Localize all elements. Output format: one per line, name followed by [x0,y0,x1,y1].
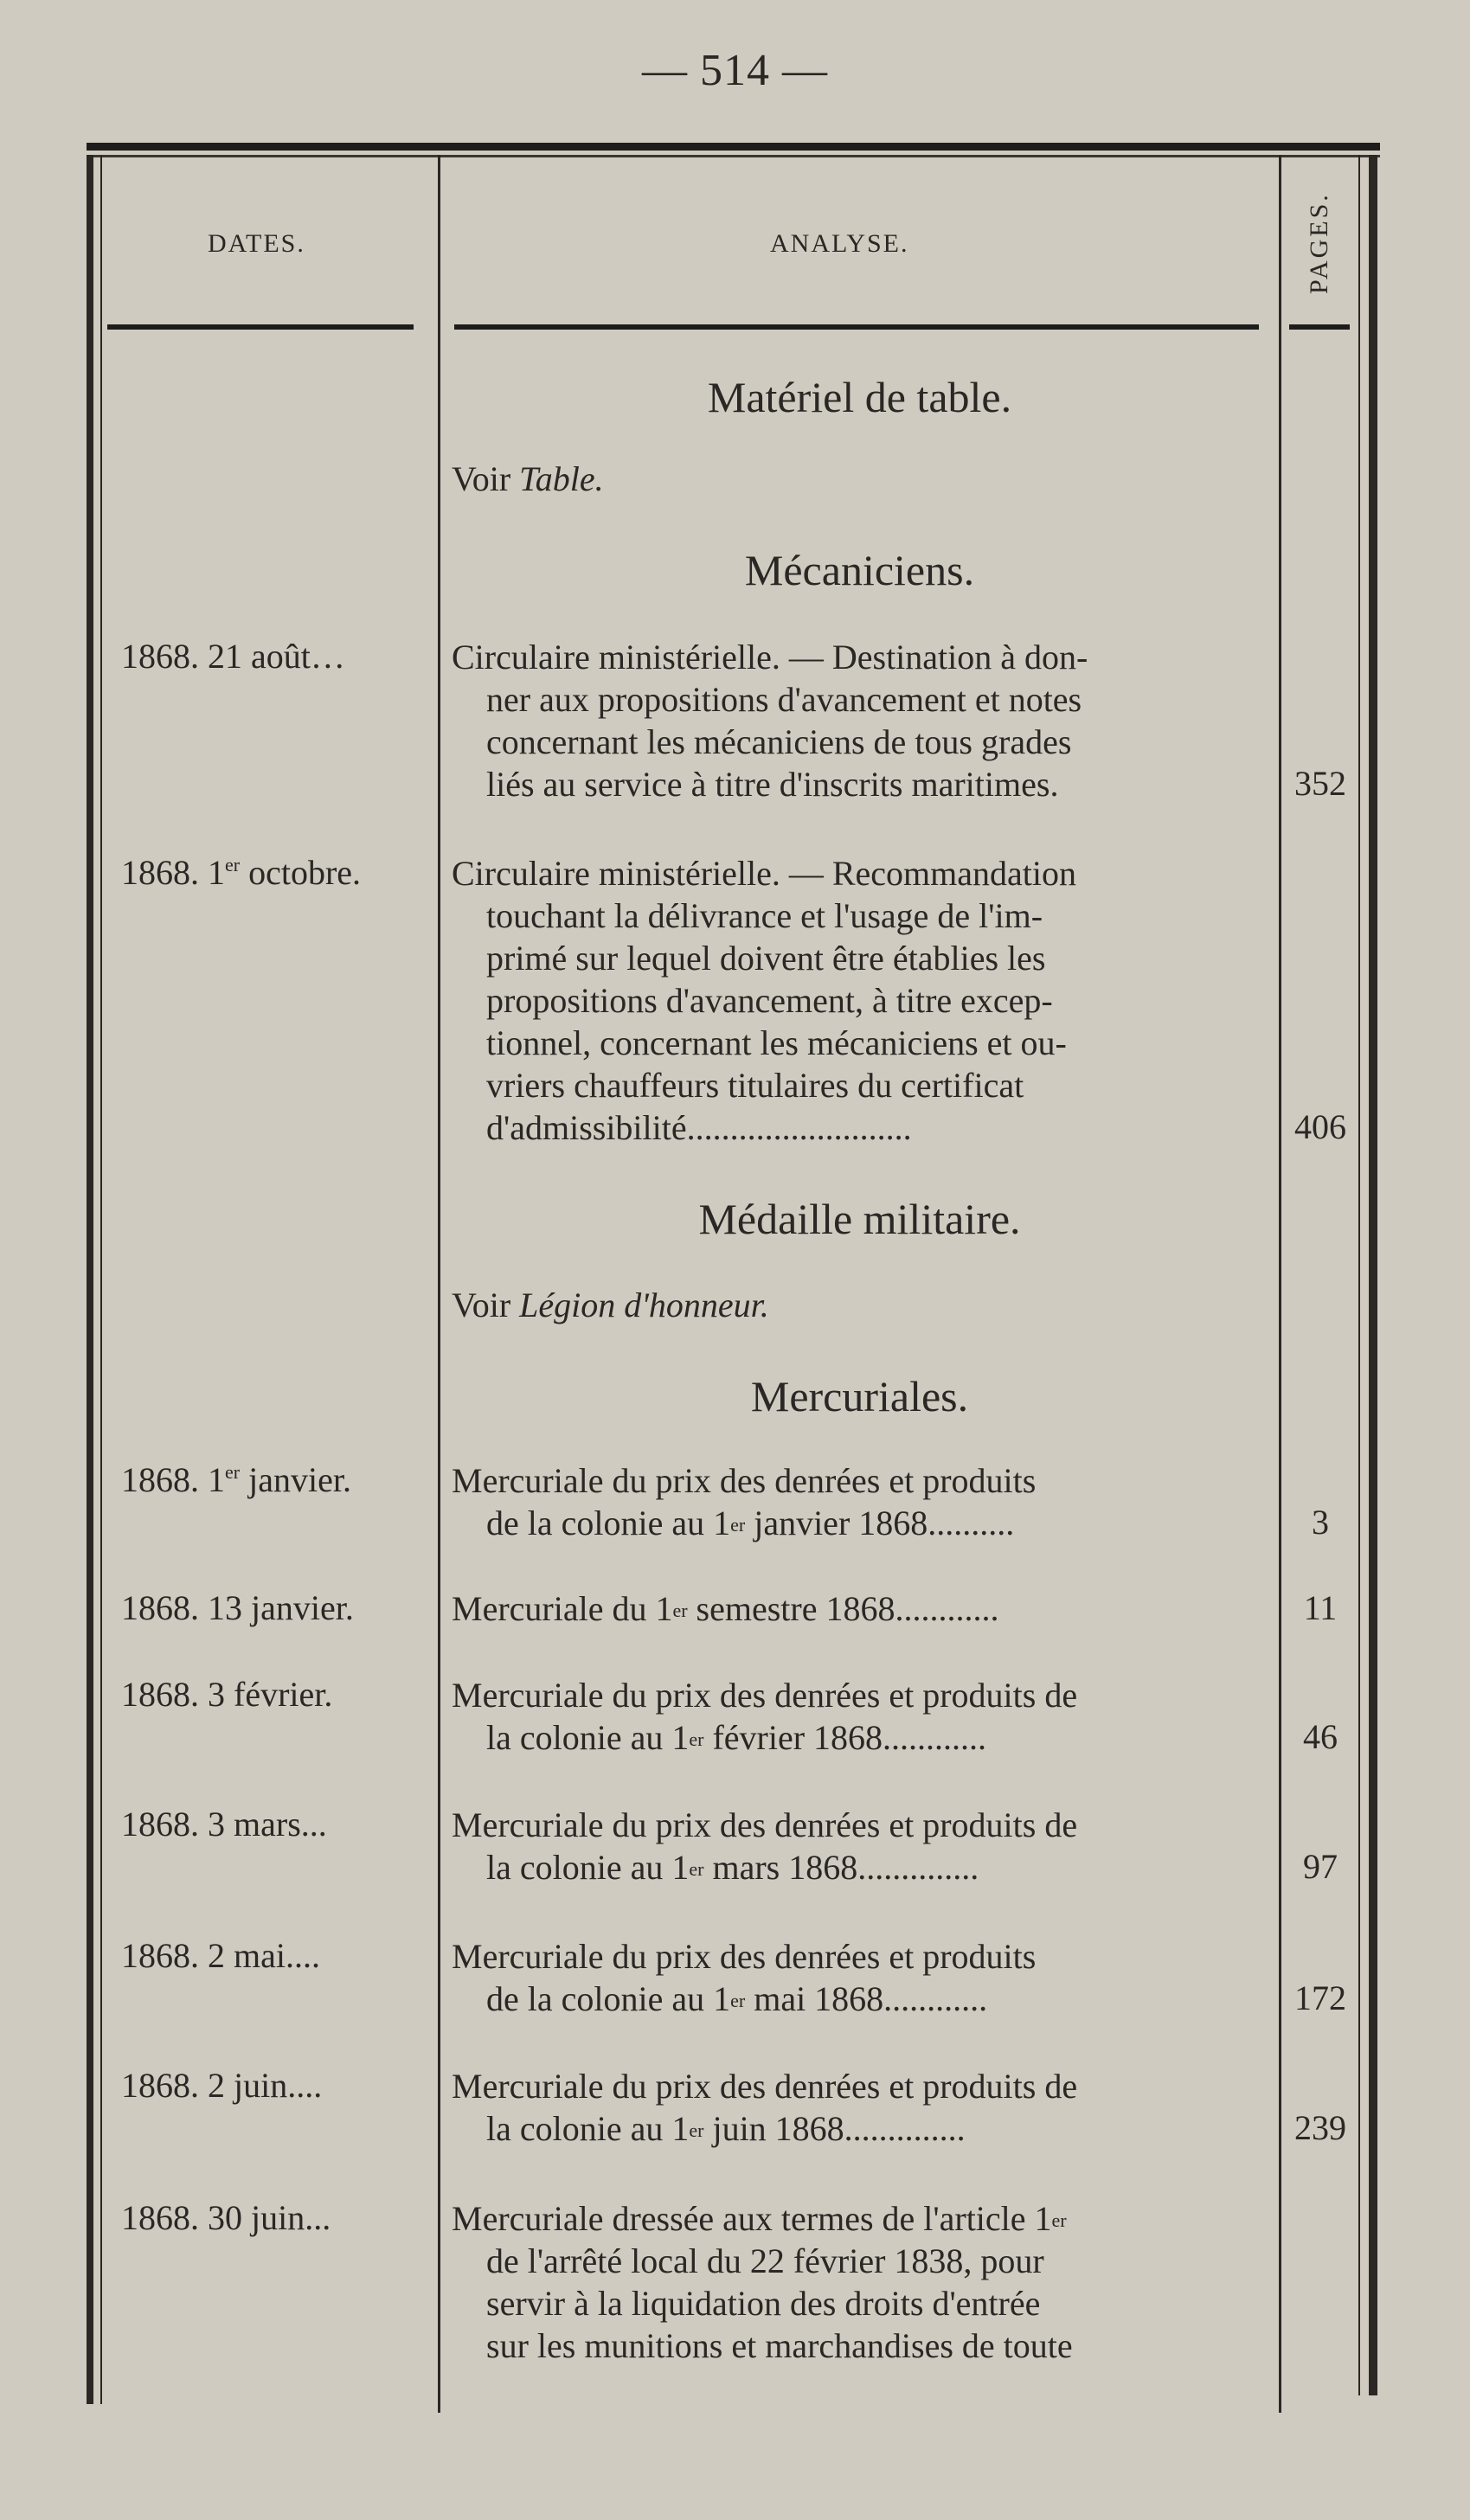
entry-date: 1868. 1er octobre. [121,853,362,892]
section-title: Médaille militaire. [698,1195,1021,1243]
entry-date: 1868. 3 mars... [121,1805,327,1844]
entry-text: Mercuriale dressée aux termes de l'article 1er de l'arrêté local du 22 février 1838, pour servir à la liquidation des droits d'entrée sur les munitions et marchandises de toute [452,2199,1073,2365]
dates-header-rule [107,324,414,330]
entry-text: Mercuriale du prix des denrées et produits de la colonie au 1er mai 1868............ [452,1937,1037,2018]
entry-date: 1868. 30 juin... [121,2198,331,2237]
right-border-inner [1358,155,1360,2395]
section-title: Mercuriales. [750,1372,969,1420]
analyse-header-rule [454,324,1259,330]
header-analyse: ANALYSE. [770,229,909,258]
entry-text: Circulaire ministérielle. — Destination à don- ner aux propositions d'avancement et notes concernant les mécaniciens de tous grades liés au service à titre d'inscrits maritimes. [452,638,1088,804]
entry-text: Mercuriale du prix des denrées et produits de la colonie au 1er mars 1868.............. [452,1805,1078,1887]
entry-date: 1868. 2 juin.... [121,2066,323,2105]
page-number: — 514 — [642,46,828,95]
top-rule-thin [87,155,1380,157]
entry-page: 46 [1303,1717,1338,1756]
section-title: Matériel de table. [707,373,1012,421]
pages-header-rule [1289,324,1350,330]
left-border-inner [100,155,102,2404]
entry-text: Mercuriale du prix des denrées et produits de la colonie au 1er juin 1868.............. [452,2067,1078,2148]
top-rule [87,143,1380,151]
entry-page: 352 [1294,764,1346,803]
entry-page: 172 [1294,1978,1346,2017]
entry-text: Mercuriale du 1er semestre 1868............ [452,1589,999,1628]
entry-text: Circulaire ministérielle. — Recommandation touchant la délivrance et l'usage de l'im- primé sur lequel doivent être établies les propositions d'avancement, à titre excep- tionnel, concernant les mécaniciens et ou- vriers chauffeurs titulaires du certificat d'admissibilité.......................... [452,854,1077,1147]
dates-column-divider [438,155,440,2413]
right-border [1369,155,1377,2395]
see-also: Voir Légion d'honneur. [452,1286,769,1324]
entry-date: 1868. 21 août… [121,637,345,676]
entry-page: 3 [1312,1503,1329,1542]
entry-page: 11 [1303,1588,1338,1627]
entry-page: 97 [1303,1847,1338,1886]
entry-page: 239 [1294,2108,1346,2147]
entry-date: 1868. 1er janvier. [121,1460,351,1499]
entry-text: Mercuriale du prix des denrées et produits de la colonie au 1er février 1868............ [452,1676,1078,1757]
index-table [87,143,1380,2396]
header-dates: DATES. [208,229,305,258]
section-title: Mécaniciens. [744,546,975,594]
left-border [87,155,93,2404]
header-pages: PAGES. [1305,192,1333,294]
entry-page: 406 [1294,1107,1346,1146]
entry-date: 1868. 13 janvier. [121,1588,354,1627]
analyse-column-divider [1279,155,1281,2413]
entry-date: 1868. 2 mai.... [121,1936,320,1975]
entry-date: 1868. 3 février. [121,1675,333,1714]
entry-text: Mercuriale du prix des denrées et produits de la colonie au 1er janvier 1868.......... [452,1461,1037,1542]
see-also: Voir Table. [452,459,604,498]
